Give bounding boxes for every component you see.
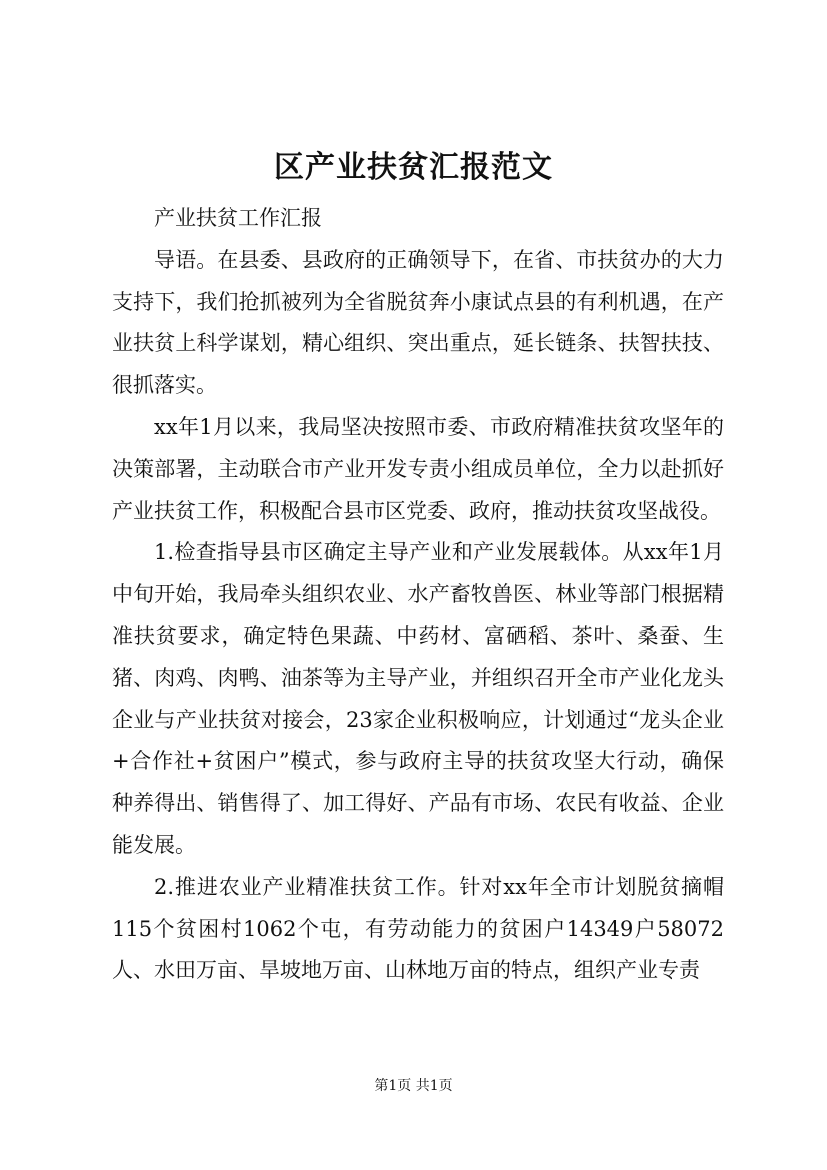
page-footer: 第1页 共1页 [374, 1078, 453, 1094]
document-body [112, 198, 724, 992]
paragraph-subtitle: 产业扶贫工作汇报 [154, 206, 322, 230]
paragraph-item-1: 1.检查指导县市区确定主导产业和产业发展载体。从xx年1月中旬开始，我局牵头组织农业、水产畜牧兽医、林业等部门根据精准扶贫要求，确定特色果蔬、中药材、富硒稻、茶叶、桑蚕、生猪、肉鸡、肉鸭、油茶等为主导产业，并组织召开全市产业化龙头企业与产业扶贫对接会，23家企业积极响应，计划通过“龙头企业+合作社+贫困户”模式，参与政府主导的扶贫攻坚大行动，确保种养得出、销售得了、加工得好、产品有市场、农民有收益、企业能发展。 [112, 540, 724, 857]
paragraph-overview: xx年1月以来，我局坚决按照市委、市政府精准扶贫攻坚年的决策部署，主动联合市产业开发专责小组成员单位，全力以赴抓好产业扶贫工作，积极配合县市区党委、政府，推动扶贫攻坚战役。 [112, 414, 724, 523]
document-title: 区产业扶贫汇报范文 [274, 150, 553, 185]
paragraph-item-2: 2.推进农业产业精准扶贫工作。针对xx年全市计划脱贫摘帽115个贫困村1062个屯，有劳动能力的贫困户14349户58072人、水田万亩、旱坡地万亩、山林地万亩的特点，组织产业专责 [112, 874, 724, 983]
paragraph-intro: 导语。在县委、县政府的正确领导下，在省、市扶贫办的大力支持下，我们抢抓被列为全省脱贫奔小康试点县的有利机遇，在产业扶贫上科学谋划，精心组织、突出重点，延长链条、扶智扶技、很抓落实。 [112, 247, 724, 398]
